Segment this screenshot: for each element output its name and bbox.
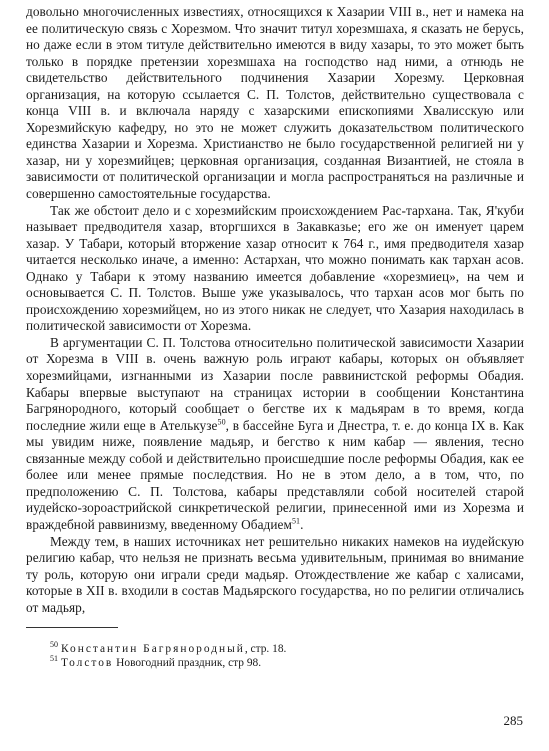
footnote-51 bbox=[50, 656, 524, 670]
footnote-50 bbox=[50, 642, 524, 656]
paragraph-3-text-c: . bbox=[300, 516, 304, 532]
paragraph-3-text-b: , в бассейне Буга и Днестра, т. е. до конца IX в. Как мы увидим ниже, появление мадьяр, и бегство к ним кабар — явления, тесно связанные между собой и действительно происшедшие после реформы Обадия, как ее более или менее прямые последствия. Но не в этом дело, а в том, что, по предположению С. П. Толстова, кабары представляли собой носителей старой иудейско-зороастрийской синкретической религии, принесенной ими из Хорезма и враждебной раввинизму, введенному Обадием bbox=[26, 417, 525, 532]
footnote-author: Константин Багрянородный bbox=[61, 643, 245, 656]
paragraph-3 bbox=[26, 335, 524, 534]
paragraph-2: Так же обстоит дело и с хорезмийским происхождением Рас-тархана. Так, Я'куби называет предводителя хазар, вторгшихся в Закавказье; его же он именует царем хазар. У Табари, который вторжение хазар относит к 764 г., имя предводителя хазар читается несколько иначе, а именно: Астархан, что можно понимать как тархан асов. Однако у Табари к этому названию имеется добавление «хорезмиец», на чем и основывается С. П. Толстов. Выше уже указывалось, что тархан асов мог быть по происхождению хорезмийцем, но из этого никак не следует, что Хазария находилась в политической зависимости от Хорезма. bbox=[26, 202, 524, 334]
footnote-number: 51 bbox=[50, 654, 58, 664]
paragraph-3-text-a: В аргументации С. П. Толстова относительно политической зависимости Хазарии от Хорезма в VIII в. очень важную роль играют кабары, которых он объявляет хорезмийцами, изгнанными из Хазарии после раввинистской реформы Обадия. Кабары впервые выступают на страницах истории в сообщении Константина Багрянородного, который сообщает о бегстве их к мадьярам в то время, когда последние жили еще в Ателькузе bbox=[26, 334, 524, 433]
footnote-ref-51: 51 bbox=[291, 516, 301, 526]
footnote-ref-50: 50 bbox=[217, 417, 226, 427]
footnote-number: 50 bbox=[50, 640, 58, 650]
footnote-reference: Новогодний праздник, стр 98. bbox=[113, 657, 262, 670]
paragraph-4: Между тем, в наших источниках нет решительно никаких намеков на иудейскую религию кабар, что нельзя не признать весьма удивительным, принимая во внимание ту роль, которую они играли среди мадьяр. Отождествление же кабар с халисами, которые в XII в. входили в состав Мадьярского государства, но по религии отличались от мадьяр, bbox=[26, 533, 524, 615]
page-body bbox=[26, 4, 524, 670]
footnote-divider bbox=[26, 627, 118, 628]
footnote-author: Толстов bbox=[61, 657, 114, 670]
page-number: 285 bbox=[503, 713, 523, 728]
footnote-reference: , стр. 18. bbox=[244, 643, 287, 656]
paragraph-1: довольно многочисленных известиях, относящихся к Хазарии VIII в., нет и намека на ее политическую связь с Хорезмом. Что значит титул хорезмшаха, я сказать не берусь, но даже если в этом титуле действительно имеются в виду хазары, то это может быть только в порядке претензии хорезмшаха на господство над ними, а отнюдь не свидетельство действительного подчинения Хазарии Хорезму. Церковная организация, на которую ссылается С. П. Толстов, действительно существовала с конца VIII в. и включала наряду с хазарскими епископиями Хвалисскую или Хорезмийскую кафедру, но это не может служить доказательством политического единства Хазарии и Хорезма. Христианство не было государственной религией ни у хазар, ни у хорезмийцев; церковная организация, созданная Византией, не стояла в зависимости от политической организации и могла распространяться на различные и совершенно самостоятельные государства. bbox=[26, 4, 524, 202]
